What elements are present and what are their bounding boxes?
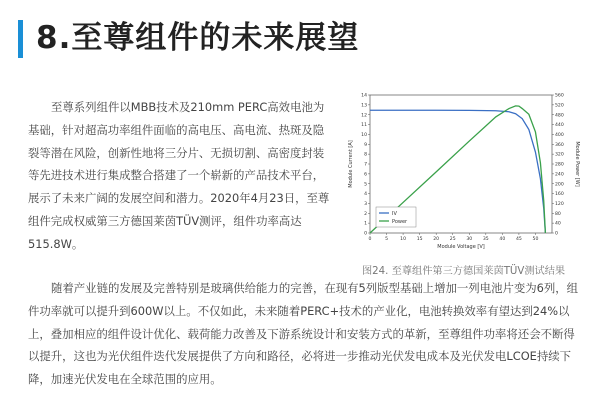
y-tick-label: 1	[364, 221, 367, 227]
legend-label: Power	[392, 218, 408, 225]
y2-axis-label: Module Power [W]	[574, 141, 580, 187]
y2-tick-label: 400	[555, 133, 564, 139]
y2-tick-label: 360	[555, 142, 564, 148]
figure-caption: 图24. 至尊组件第三方德国莱茵TÜV测试结果	[362, 266, 566, 277]
x-tick-label: 30	[466, 237, 473, 242]
y-tick-label: 5	[364, 182, 367, 188]
x-tick-label: 5	[385, 237, 389, 242]
body-paragraph-1	[28, 96, 330, 256]
y2-tick-label: 440	[555, 123, 564, 129]
x-tick-label: 20	[433, 237, 440, 242]
x-tick-label: 10	[400, 237, 407, 242]
y2-tick-label: 40	[555, 221, 561, 227]
y-tick-label: 12	[361, 113, 367, 119]
y2-tick-label: 480	[555, 113, 564, 119]
y-tick-label: 7	[364, 162, 367, 168]
paragraph-1-text: 至尊系列组件以MBB技术及210mm PERC高效电池为基础，针对超高功率组件面临的高电压、高电流、热斑及隐裂等潜在风险，创新性地将三分片、无损切割、高密度封装等先进技术进行集成整合搭建了一个崭新的产品技术平台，展示了未来广阔的发展空间和潜力。2020年4月23日，至尊组件完成权威第三方德国莱茵TÜV测评，组件功率高达515.8W。	[28, 100, 330, 251]
y2-tick-label: 560	[555, 93, 564, 99]
iv-power-chart	[340, 87, 582, 257]
title-accent-bar	[18, 20, 23, 58]
body-paragraph-2	[28, 277, 582, 391]
x-tick-label: 0	[368, 237, 372, 242]
paragraph-2-text: 随着产业链的发展及完善特别是玻璃供给能力的完善，在现有5列版型基础上增加一列电池片变为6列，组件功率就可以提升到600W以上。不仅如此，未来随着PERC+技术的产业化，电池转换效率有望达到24%以上，叠加相应的组件设计优化、载荷能力改善及下游系统设计和安装方式的革新，至尊组件功率将还会不断得以提升，这也为光伏组件迭代发展提供了方向和路径，必将进一步推动光伏发电成本及光伏发电LCOE持续下降，加速光伏发电在全球范围的应用。	[28, 281, 579, 387]
y-tick-label: 14	[361, 93, 367, 99]
y-tick-label: 9	[364, 142, 367, 148]
y-tick-label: 10	[361, 133, 367, 139]
x-tick-label: 40	[499, 237, 506, 242]
chart-svg	[340, 87, 582, 257]
y-tick-label: 4	[364, 192, 367, 198]
y-tick-label: 11	[361, 123, 367, 129]
y-tick-label: 13	[361, 103, 367, 109]
y2-tick-label: 120	[555, 202, 564, 208]
legend-label: IV	[392, 210, 397, 217]
y2-tick-label: 520	[555, 103, 564, 109]
x-tick-label: 50	[532, 237, 539, 242]
y2-tick-label: 0	[555, 231, 558, 237]
y-tick-label: 8	[364, 152, 367, 158]
y-tick-label: 6	[364, 172, 367, 178]
y2-tick-label: 160	[555, 192, 564, 198]
y-axis-label: Module Current [A]	[348, 140, 354, 188]
x-tick-label: 35	[482, 237, 489, 242]
x-tick-label: 45	[515, 237, 522, 242]
y2-tick-label: 280	[555, 162, 564, 168]
y2-tick-label: 200	[555, 182, 564, 188]
y2-tick-label: 240	[555, 172, 564, 178]
y-tick-label: 2	[364, 211, 367, 217]
x-axis-label: Module Voltage [V]	[437, 244, 485, 250]
x-tick-label: 25	[449, 237, 456, 242]
y2-tick-label: 80	[555, 211, 561, 217]
y-tick-label: 3	[364, 202, 367, 208]
x-tick-label: 15	[416, 237, 423, 242]
section-title: 8.至尊组件的未来展望	[36, 20, 360, 56]
y2-tick-label: 320	[555, 152, 564, 158]
y-tick-label: 0	[364, 231, 367, 237]
